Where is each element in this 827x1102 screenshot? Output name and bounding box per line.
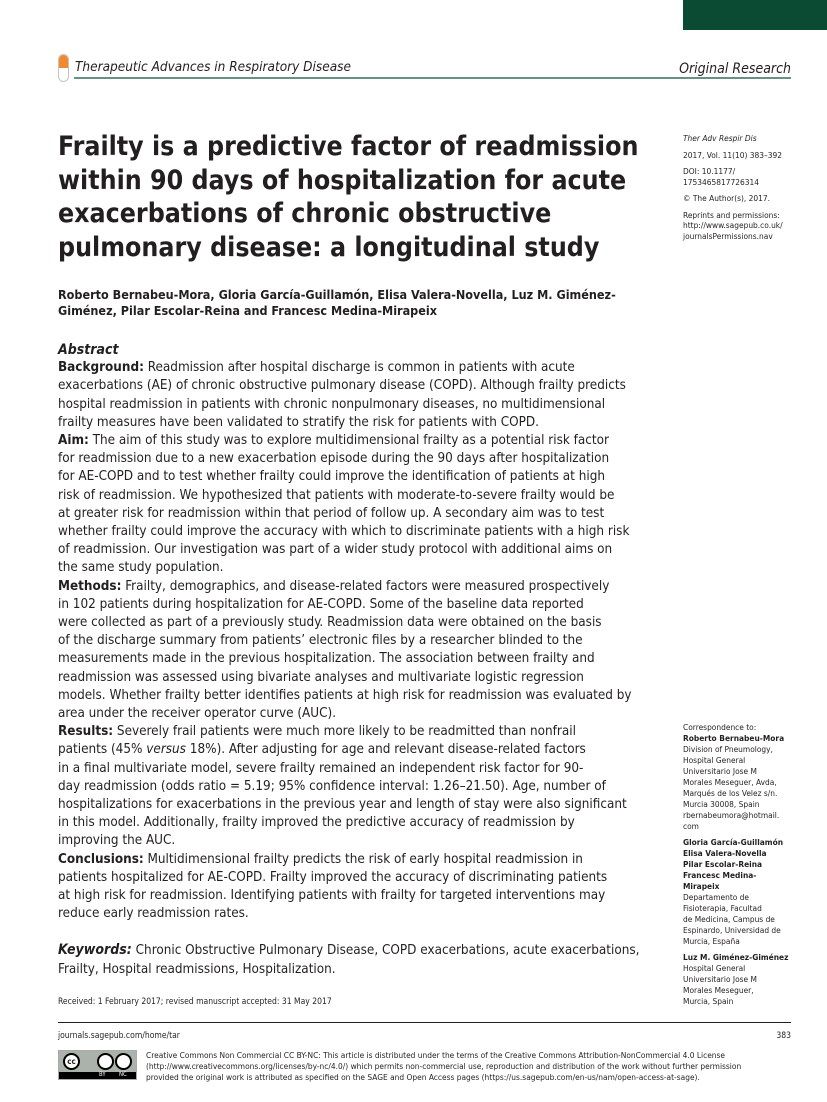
text-line: Roberto Bernabeu-Mora, Gloria García-Guillamón, Elisa Valera-Novella, Luz M. Giménez- xyxy=(58,287,616,302)
correspondence xyxy=(683,722,823,1012)
text-line: pulmonary disease: a longitudinal study xyxy=(58,231,600,263)
running-header xyxy=(58,57,791,79)
address-line: Universitario Jose M xyxy=(683,974,757,984)
address-line: Departamento de xyxy=(683,892,750,902)
author-name: Luz M. Giménez-Giménez xyxy=(683,952,789,962)
text-line: frailty measures have been validated to stratify the risk for patients with COPD. xyxy=(58,414,539,430)
nc-label: NC xyxy=(119,1071,127,1078)
text-line: in this model. Additionally, frailty improved the predictive accuracy of readmission by xyxy=(58,815,575,831)
by-icon xyxy=(97,1053,114,1070)
address-line: rbernabeumora@hotmail. xyxy=(683,810,780,820)
abstract-section-methods xyxy=(58,578,678,724)
abstract-section-background xyxy=(58,359,678,432)
text-line: measurements made in the previous hospitalization. The association between frailty and xyxy=(58,651,595,667)
text-line: risk of readmission. We hypothesized that patients with moderate-to-severe frailty would be xyxy=(58,487,615,503)
license-text xyxy=(146,1050,796,1083)
journal-color-bar xyxy=(683,0,827,30)
text-line: Creative Commons Non Commercial CC BY-NC: This article is distributed under the terms of the Creative Commons Attribution-NonCommercial 4.0 License xyxy=(146,1050,725,1060)
text-line: Frailty, demographics, and disease-related factors were measured prospectively xyxy=(121,578,610,594)
text-line xyxy=(58,741,678,759)
text-line: Reprints and permissions: xyxy=(683,209,780,220)
section-label: Results: xyxy=(58,724,114,740)
text-line: at high risk for readmission. Identifying patients with frailty for targeted interventions may xyxy=(58,888,606,904)
text-line: improving the AUC. xyxy=(58,833,176,849)
text-line: of readmission. Our investigation was part of a wider study protocol with additional aims on xyxy=(58,542,613,558)
author-name: Mirapeix xyxy=(683,881,720,891)
keywords-line: Frailty, Hospital readmissions, Hospitalization. xyxy=(58,961,336,977)
text-line: Severely frail patients were much more likely to be readmitted than nonfrail xyxy=(113,724,576,740)
text-line: hospital readmission in patients with chronic nonpulmonary diseases, no multidimensional xyxy=(58,396,606,412)
address-line: Division of Pneumology, xyxy=(683,744,773,754)
address-line: Murcia, España xyxy=(683,936,740,946)
text-line: Readmission after hospital discharge is common in patients with acute xyxy=(143,360,575,376)
address-line: Murcia, Spain xyxy=(683,996,734,1006)
text-line: provided the original work is attributed as specified on the SAGE and Open Access pages (https://us.sagepub.com/en-us/nam/open-access-at-sage). xyxy=(146,1072,700,1082)
cc-by-nc-logo-icon xyxy=(58,1050,137,1080)
text-fragment: 18%). After adjusting for age and relevant disease-related factors xyxy=(185,742,586,758)
address-line: Marqués de los Velez s/n. xyxy=(683,788,778,798)
text-line: at greater risk for readmission within that period of follow up. A secondary aim was to test xyxy=(58,505,605,521)
text-line: the same study population. xyxy=(58,560,224,576)
article-type: Original Research xyxy=(679,61,791,77)
author-name: Roberto Bernabeu-Mora xyxy=(683,733,785,743)
text-line: exacerbations of chronic obstructive xyxy=(58,198,552,229)
correspondence-block xyxy=(683,952,823,1007)
text-line: models. Whether frailty better identifies patients at high risk for readmission was evaluated by xyxy=(58,687,632,703)
correspondence-label: Correspondence to: xyxy=(683,722,757,732)
text-line: in a final multivariate model, severe frailty remained an independent risk factor for 90- xyxy=(58,760,584,776)
keywords xyxy=(58,941,678,980)
address-line: Espinardo, Universidad de xyxy=(683,925,781,935)
address-line: Morales Meseguer, xyxy=(683,985,754,995)
address-line: com xyxy=(683,821,699,831)
keywords-label: Keywords: xyxy=(58,942,132,958)
address-line: Hospital General xyxy=(683,963,746,973)
author-name: Elisa Valera-Novella xyxy=(683,848,767,858)
page-number: 383 xyxy=(776,1031,791,1041)
section-label: Aim: xyxy=(58,433,89,449)
text-line: in 102 patients during hospitalization for AE-COPD. Some of the baseline data reported xyxy=(58,596,584,612)
section-label: Background: xyxy=(58,360,144,376)
address-line: Fisioterapia, Facultad xyxy=(683,903,762,913)
abstract-section-results xyxy=(58,723,678,850)
reprints xyxy=(683,210,823,242)
address-line: Hospital General xyxy=(683,755,746,765)
author-list xyxy=(58,287,658,319)
text-line: patients hospitalized for AE-COPD. Frailty improved the accuracy of discriminating patients xyxy=(58,869,608,885)
journal-name: Therapeutic Advances in Respiratory Disease xyxy=(75,59,351,75)
author-name: Gloria García-Guillamón xyxy=(683,837,784,847)
footer-rule xyxy=(58,1022,791,1023)
text-line: for readmission due to a new exacerbation episode during the 90 days after hospitalization xyxy=(58,451,610,467)
author-name: Francesc Medina- xyxy=(683,870,757,880)
copyright: © The Author(s), 2017. xyxy=(683,193,771,203)
citation-info xyxy=(683,133,823,247)
text-line: readmission was assessed using bivariate analyses and multivariate logistic regression xyxy=(58,669,584,685)
text-line: The aim of this study was to explore multidimensional frailty as a potential risk factor xyxy=(88,433,609,449)
text-line: DOI: 10.1177/ xyxy=(683,166,736,176)
text-line: (http://www.creativecommons.org/licenses/by-nc/4.0/) which permits non-commercial use, reproduction and distribution of the work without further permission xyxy=(146,1061,742,1071)
text-line: 1753465817726314 xyxy=(683,176,759,187)
text-line: Frailty is a predictive factor of readmission xyxy=(58,131,639,162)
text-line: were collected as part of a previously study. Readmission data were obtained on the basis xyxy=(58,615,602,631)
text-line: journalsPermissions.nav xyxy=(683,230,773,241)
doi xyxy=(683,166,823,187)
by-label: BY xyxy=(99,1071,106,1078)
text-line: whether frailty could improve the accuracy with which to discriminate patients with a high risk xyxy=(58,524,630,540)
article-title xyxy=(58,130,658,264)
text-line: exacerbations (AE) of chronic obstructive pulmonary disease (COPD). Although frailty predicts xyxy=(58,378,626,394)
nc-icon xyxy=(115,1053,132,1070)
correspondence-block xyxy=(683,733,823,832)
journal-logo-icon xyxy=(58,54,69,82)
correspondence-block xyxy=(683,837,823,947)
address-line: Murcia 30008, Spain xyxy=(683,799,760,809)
text-fragment: patients (45% xyxy=(58,742,147,758)
text-line: of the discharge summary from patients’ electronic files by a researcher blinded to the xyxy=(58,633,583,649)
journal-url-link[interactable]: journals.sagepub.com/home/tar xyxy=(58,1031,180,1041)
abstract-heading: Abstract xyxy=(58,342,119,358)
abstract xyxy=(58,341,678,924)
header-rule xyxy=(74,77,791,79)
author-name: Pilar Escolar-Reina xyxy=(683,859,763,869)
volume-info: 2017, Vol. 11(10) 383–392 xyxy=(683,149,782,160)
text-line: reduce early readmission rates. xyxy=(58,906,249,922)
text-line: for AE-COPD and to test whether frailty could improve the identification of patients at high xyxy=(58,469,605,485)
keywords-line: Chronic Obstructive Pulmonary Disease, COPD exacerbations, acute exacerbations, xyxy=(131,943,640,958)
text-line: area under the receiver operator curve (AUC). xyxy=(58,706,337,722)
journal-abbrev: Ther Adv Respir Dis xyxy=(683,133,757,143)
cc-icon: cc xyxy=(63,1053,80,1070)
text-line: Multidimensional frailty predicts the risk of early hospital readmission in xyxy=(143,851,583,867)
text-line: within 90 days of hospitalization for acute xyxy=(58,164,627,196)
abstract-section-aim xyxy=(58,432,678,578)
received-dates: Received: 1 February 2017; revised manuscript accepted: 31 May 2017 xyxy=(58,997,332,1007)
abstract-section-conclusions xyxy=(58,851,678,924)
section-label: Methods: xyxy=(58,578,122,594)
address-line: Universitario Jose M xyxy=(683,766,757,776)
text-line: hospitalizations for exacerbations in the previous year and length of stay were also significant xyxy=(58,797,627,813)
address-line: Morales Meseguer, Avda, xyxy=(683,777,777,787)
text-line: day readmission (odds ratio = 5.19; 95% confidence interval: 1.26–21.50). Age, number of xyxy=(58,778,606,794)
text-fragment: versus xyxy=(146,742,186,758)
text-line: http://www.sagepub.co.uk/ xyxy=(683,220,783,230)
address-line: de Medicina, Campus de xyxy=(683,914,775,924)
text-line: Giménez, Pilar Escolar-Reina and Francesc Medina-Mirapeix xyxy=(58,303,437,318)
section-label: Conclusions: xyxy=(58,851,144,867)
